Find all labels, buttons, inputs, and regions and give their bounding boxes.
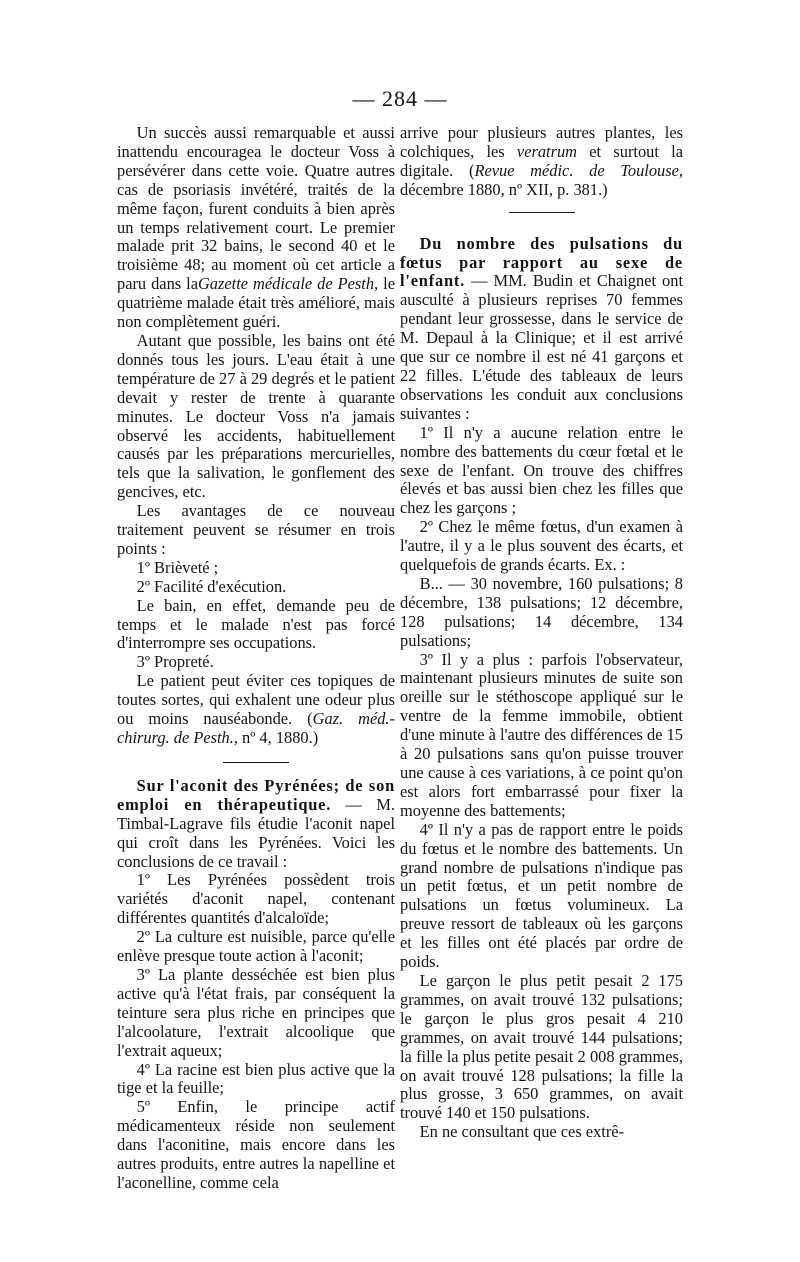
paragraph: B... — 30 novembre, 160 pulsations; 8 décembre, 138 pulsations; 12 décembre, 128 pulsations; 14 décembre, 134 pulsations; xyxy=(400,573,683,650)
list-item: 3º Propreté. xyxy=(136,652,214,672)
journal-title: Gazette médicale de Pesth, xyxy=(197,274,379,294)
paragraph-text: — MM. Budin et Chaignet ont ausculté à plusieurs reprises 70 femmes pendant leur grossesse, dans le service de M. Depaul à la Clinique; et il est arrivé que sur ce nombre il est né 41 garçons et 22 filles. L'étude des tableaux de leurs observations les conduit aux conclusions suivantes : xyxy=(400,271,683,423)
list-item: 4º Il n'y a pas de rapport entre le poids du fœtus et le nombre des battements. Un grand nombre de pulsations n'indique pas un petit fœtus, et un petit nombre de pulsations un fœtus volumineux. La preuve ressort de tableaux où les garçons et les filles ont été placés par ordre de poids. xyxy=(400,819,683,972)
paragraph-text: — M. Timbal-Lagrave fils étudie l'aconit napel qui croît dans les Pyrénées. Voici les conclusions de ce travail : xyxy=(117,794,395,871)
source-paren: ( xyxy=(307,709,313,729)
paragraph xyxy=(400,124,683,200)
paragraph: Le garçon le plus petit pesait 2 175 grammes, on avait trouvé 132 pulsations; le garçon le plus gros pesait 4 210 grammes, on avait trouvé 144 pulsations; la fille la plus petite pesait 2 008 grammes, on avait trouvé 128 pulsations; la fille la plus grosse, 3 650 grammes, on avait trouvé 140 et 150 pulsations. xyxy=(400,970,683,1123)
plant-name: veratrum xyxy=(516,141,578,161)
source-citation-end: nº 4, 1880.) xyxy=(242,728,319,747)
section-divider xyxy=(223,762,289,763)
right-column xyxy=(400,124,683,1142)
list-item: 1º Les Pyrénées possèdent trois variétés d'aconit napel, contenant différentes quantités d'alcaloïde; xyxy=(117,870,395,928)
left-column xyxy=(117,124,395,1193)
section-divider xyxy=(509,212,575,213)
paragraph xyxy=(117,124,395,332)
article-paragraph xyxy=(117,777,395,872)
list-item: 2º La culture est nuisible, parce qu'elle enlève presque toute action à l'aconit; xyxy=(117,927,395,966)
list-item: 2º Facilité d'exécution. xyxy=(136,576,287,596)
list-item: 2º Chez le même fœtus, d'un examen à l'autre, il y a le plus souvent des écarts, et quelquefois de grands écarts. Ex. : xyxy=(400,517,683,575)
list-item: 1º Brièveté ; xyxy=(136,557,219,577)
source-citation-end: décembre 1880, nº XII, p. 381.) xyxy=(400,179,608,199)
paragraph: Autant que possible, les bains ont été donnés tous les jours. L'eau était à une température de 27 à 29 degrés et le patient devait y rester de trente à quarante minutes. Le docteur Voss n'a jamais observé les accidents, habituellement causés par les préparations mercurielles, tels que la salivation, le gonflement des gencives, etc. xyxy=(117,330,395,502)
article-paragraph xyxy=(400,235,683,424)
paragraph: Le bain, en effet, demande peu de temps et le malade n'est pas forcé d'interrompre ses occupations. xyxy=(117,595,395,653)
paragraph: Les avantages de ce nouveau traitement peuvent se résumer en trois points : xyxy=(117,501,395,558)
source-citation: Gaz. méd.-chirurg. de Pesth., xyxy=(117,709,395,747)
list-item: 3º Il y a plus : parfois l'observateur, maintenant plusieurs minutes de suite son oreille sur le stéthoscope appliqué sur le ventre de la femme immobile, obtient d'une minute à l'autre des différences de 15 à 20 pulsations sans qu'on puisse trouver une cause à ces variations, à ce point qu'on est alors fort embarrassé pour fixer la moyenne des battements; xyxy=(400,649,683,820)
paragraph-text: le quatrième malade était très amélioré, mais non complètement guéri. xyxy=(117,274,395,332)
article-heading: Du nombre des pulsations du fœtus par rapport au sexe de l'enfant. xyxy=(400,233,683,291)
list-item: 1º Il n'y a aucune relation entre le nombre des battements du cœur fœtal et le sexe de l'enfant. On trouve des chiffres élevés et bas aussi bien chez les filles que chez les garçons ; xyxy=(400,422,683,518)
paragraph xyxy=(117,672,395,748)
paragraph-text: Un succès aussi remarquable et aussi inattendu encouragea le docteur Voss à persévérer dans cette voie. Quatre autres cas de psoriasis invétéré, traités de la même façon, furent conduits à bien après un temps relativement court. Le premier malade prit 32 bains, le second 40 et le troisième 48; au moment où cet article a paru dans la xyxy=(117,123,395,294)
paragraph-text: arrive pour plusieurs autres plantes, les colchiques, les xyxy=(400,123,683,161)
list-item: 3º La plante desséchée est bien plus active qu'à l'état frais, par conséquent la teinture sera plus riche en principes que l'alcoolature, l'extrait alcoolique que l'extrait aqueux; xyxy=(117,964,395,1060)
paragraph-text: et surtout la digitale. ( xyxy=(400,141,683,180)
page-number: — 284 — xyxy=(352,86,448,111)
source-citation: Revue médic. de Toulouse, xyxy=(474,160,684,180)
list-item: 4º La racine est bien plus active que la tige et la feuille; xyxy=(117,1059,395,1098)
paragraph-text: Le patient peut éviter ces topiques de toutes sortes, qui exhalent une odeur plus ou moins nauséabonde. xyxy=(117,671,395,729)
article-heading: Sur l'aconit des Pyrénées; de son emploi en thérapeutique. xyxy=(117,775,395,814)
list-item: 5º Enfin, le principe actif médicamenteux réside non seulement dans l'aconitine, mais encore dans les autres produits, entre autres la napelline et l'aconelline, comme cela xyxy=(117,1097,395,1192)
paragraph: En ne consultant que ces extrê- xyxy=(419,1122,625,1142)
